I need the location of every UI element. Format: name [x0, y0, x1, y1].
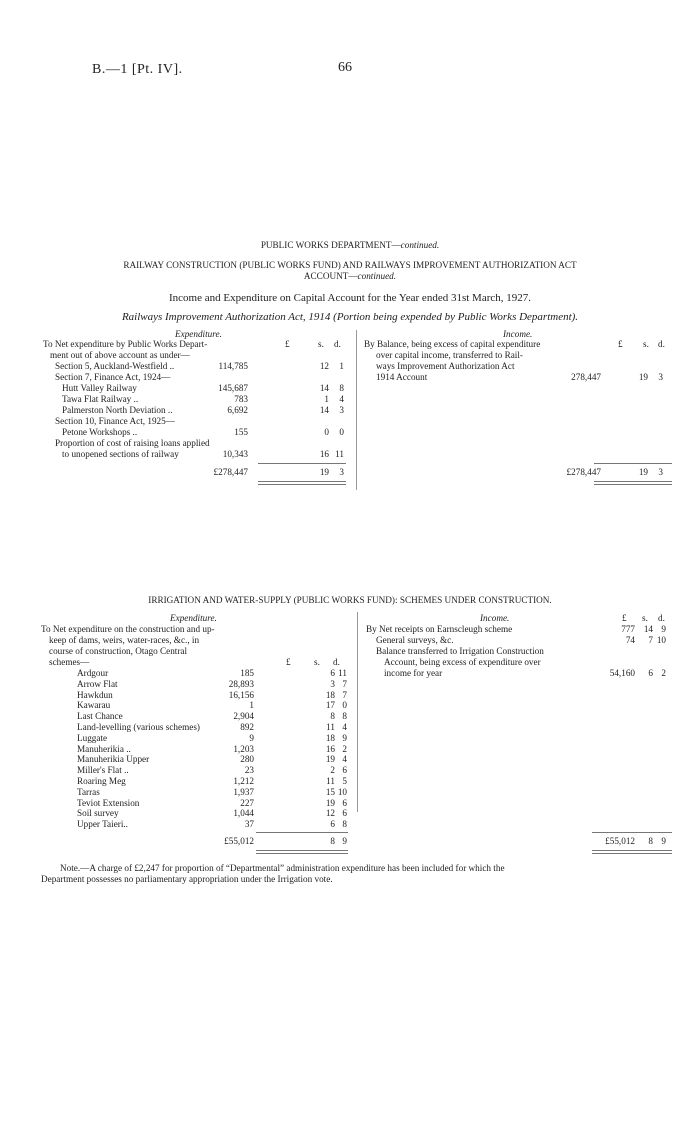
amount-shillings: 15	[325, 786, 335, 797]
income-line: General surveys, &c.	[376, 635, 454, 645]
income-line: By Balance, being excess of capital expenditure	[364, 339, 541, 349]
shillings-header: s.	[642, 613, 648, 623]
amount-pence: 0	[342, 700, 347, 711]
income-line: ways Improvement Authorization Act	[376, 361, 515, 371]
amount-pounds: 1,212	[233, 776, 254, 786]
amount-pounds: 155	[234, 427, 248, 437]
amount-pence: 4	[342, 754, 347, 765]
table-row	[0, 700, 700, 711]
pence-header: d.	[658, 613, 665, 623]
note-line1: Note.—A charge of £2,247 for proportion of “Departmental” administration expenditure has been included for which the	[60, 863, 505, 873]
amount-shillings: 12	[325, 808, 335, 819]
amount-pence: 5	[342, 776, 347, 786]
amount-pence: 6	[342, 797, 347, 808]
amount-pence: 1	[339, 361, 344, 371]
amount-pounds: 74	[625, 635, 635, 645]
double-rule	[592, 850, 672, 854]
income-heading: Income.	[503, 329, 533, 339]
amount-pence: 9	[661, 624, 666, 634]
table-row	[0, 819, 700, 830]
table-row	[0, 765, 700, 776]
amount-pounds: 9	[249, 732, 254, 743]
amount-pounds: 1	[249, 700, 254, 711]
expenditure-line: To Net expenditure on the construction and up-	[41, 624, 215, 634]
scheme-name: Soil survey	[77, 808, 119, 819]
table-row	[0, 722, 700, 733]
total-pence: 3	[658, 467, 663, 477]
amount-pence: 7	[342, 689, 347, 700]
amount-shillings: 18	[325, 689, 335, 700]
expenditure-line: Petone Workshops ..	[62, 427, 138, 437]
amount-pounds: 145,687	[218, 383, 248, 393]
total-rule	[256, 832, 348, 833]
shillings-header: s.	[643, 339, 649, 349]
amount-shillings: 19	[325, 797, 335, 808]
income-heading: Income.	[480, 613, 510, 623]
scheme-name: Upper Taieri..	[77, 819, 128, 830]
income-line: 1914 Account	[376, 372, 428, 382]
amount-shillings: 18	[325, 732, 335, 743]
amount-pence: 0	[339, 427, 344, 437]
amount-pounds: 1,203	[233, 743, 254, 754]
income-line: income for year	[384, 668, 443, 678]
pence-header: d.	[333, 657, 340, 667]
pounds-header: £	[285, 339, 290, 349]
total-rule	[592, 832, 672, 833]
amount-pence: 6	[342, 765, 347, 776]
amount-pence: 8	[342, 711, 347, 722]
amount-shillings: 14	[319, 383, 329, 393]
amount-pounds: 23	[244, 765, 254, 776]
amount-shillings: 1	[324, 394, 329, 404]
pounds-header: £	[622, 613, 627, 623]
expenditure-line: Palmerston North Deviation ..	[62, 405, 173, 415]
pounds-header: £	[286, 657, 291, 667]
account-title-line1: RAILWAY CONSTRUCTION (PUBLIC WORKS FUND) AND RAILWAYS IMPROVEMENT AUTHORIZATION ACT	[123, 260, 577, 270]
amount-pence: 11	[335, 449, 344, 459]
amount-shillings: 16	[319, 449, 329, 459]
amount-pence: 11	[338, 668, 347, 678]
amount-pounds: 2,904	[233, 711, 254, 722]
expenditure-line: ment out of above account as under—	[50, 350, 190, 360]
amount-shillings: 17	[325, 700, 335, 711]
amount-shillings: 6	[330, 819, 335, 830]
amount-pounds: 227	[240, 797, 254, 808]
amount-pence: 9	[342, 732, 347, 743]
amount-pounds: 54,160	[609, 668, 635, 678]
total-shillings: 19	[319, 467, 329, 477]
amount-shillings: 0	[324, 427, 329, 437]
total-pence: 9	[342, 836, 347, 846]
amount-pounds: 16,156	[228, 689, 254, 700]
amount-pounds: 783	[234, 394, 248, 404]
document-reference: B.—1 [Pt. IV].	[92, 62, 183, 77]
table-row	[0, 679, 700, 690]
amount-pence: 8	[342, 819, 347, 830]
table-row	[0, 776, 700, 787]
shillings-header: s.	[318, 339, 324, 349]
expenditure-heading: Expenditure.	[175, 329, 222, 339]
table-row	[0, 744, 700, 755]
table-row	[0, 754, 700, 765]
scheme-name: Manuherikia Upper	[77, 754, 150, 765]
scheme-name: Luggate	[77, 732, 108, 743]
amount-pounds: 280	[240, 754, 254, 765]
total-pounds: £55,012	[224, 836, 254, 846]
amount-pounds: 1,937	[233, 786, 254, 797]
expenditure-line: Proportion of cost of raising loans applied	[55, 438, 210, 448]
amount-pounds: 28,893	[228, 678, 254, 689]
total-shillings: 8	[330, 836, 335, 846]
amount-pence: 2	[661, 668, 666, 678]
table-row	[0, 733, 700, 744]
scheme-name: Hawkdun	[77, 689, 113, 700]
table-row	[0, 668, 700, 679]
expenditure-line: Hutt Valley Railway	[62, 383, 137, 393]
amount-pence: 6	[342, 808, 347, 819]
shillings-header: s.	[314, 657, 320, 667]
amount-pence: 3	[339, 405, 344, 415]
amount-pounds: 37	[244, 819, 254, 830]
account-subtitle: Income and Expenditure on Capital Account for the Year ended 31st March, 1927.	[169, 292, 531, 304]
amount-shillings: 11	[326, 722, 335, 732]
amount-pence: 2	[342, 743, 347, 754]
income-line: By Net receipts on Earnscleugh scheme	[366, 624, 513, 634]
amount-shillings: 11	[326, 776, 335, 786]
amount-pounds: 278,447	[571, 372, 601, 382]
scheme-name: Tarras	[77, 786, 100, 797]
amount-shillings: 19	[325, 754, 335, 765]
scheme-name: Roaring Meg	[77, 776, 126, 786]
department-heading: PUBLIC WORKS DEPARTMENT—continued.	[260, 240, 440, 250]
expenditure-line: to unopened sections of railway	[62, 449, 179, 459]
amount-pounds: 114,785	[218, 361, 248, 371]
amount-pence: 8	[339, 383, 344, 393]
table-row	[0, 808, 700, 819]
amount-pence: 10	[337, 786, 347, 797]
double-rule	[256, 850, 348, 854]
amount-pounds: 1,044	[233, 808, 254, 819]
amount-pence: 3	[658, 372, 663, 382]
amount-pounds: 777	[621, 624, 635, 634]
total-shillings: 19	[638, 467, 648, 477]
table-row	[0, 798, 700, 809]
total-pounds: £278,447	[566, 467, 601, 477]
table-row	[0, 690, 700, 701]
total-pence: 9	[661, 836, 666, 846]
total-pounds: £278,447	[213, 467, 248, 477]
amount-pounds: 892	[240, 722, 254, 732]
amount-shillings: 6	[648, 668, 653, 678]
scheme-name: Kawarau	[77, 700, 111, 711]
account-title-line2: ACCOUNT—continued.	[303, 271, 397, 281]
amount-pence: 4	[342, 722, 347, 732]
table-row	[0, 711, 700, 722]
amount-pounds: 10,343	[222, 449, 248, 459]
pounds-header: £	[618, 339, 623, 349]
expenditure-line: Section 7, Finance Act, 1924—	[55, 372, 171, 382]
pence-header: d.	[334, 339, 341, 349]
act-heading: Railways Improvement Authorization Act, 1914 (Portion being expended by Public Works Department).	[121, 311, 579, 323]
expenditure-line: To Net expenditure by Public Works Depart-	[43, 339, 208, 349]
expenditure-line: schemes—	[49, 657, 90, 667]
income-line: Balance transferred to Irrigation Construction	[376, 646, 544, 656]
amount-shillings: 14	[643, 624, 653, 634]
expenditure-line: Section 5, Auckland-Westfield ..	[55, 361, 175, 371]
amount-shillings: 19	[638, 372, 648, 382]
income-line: Account, being excess of expenditure over	[384, 657, 541, 667]
expenditure-line: Tawa Flat Railway ..	[62, 394, 139, 404]
amount-shillings: 6	[330, 668, 335, 678]
amount-pence: 7	[342, 678, 347, 689]
table-row	[0, 787, 700, 798]
scheme-name: Arrow Flat	[77, 678, 118, 689]
irrigation-title: IRRIGATION AND WATER-SUPPLY (PUBLIC WORKS FUND): SCHEMES UNDER CONSTRUCTION.	[148, 595, 552, 605]
scheme-name: Last Chance	[77, 711, 123, 722]
amount-pounds: 6,692	[227, 405, 248, 415]
amount-shillings: 16	[325, 743, 335, 754]
expenditure-line: Section 10, Finance Act, 1925—	[55, 416, 175, 426]
amount-shillings: 7	[648, 635, 653, 645]
expenditure-line: course of construction, Otago Central	[49, 646, 188, 656]
amount-pounds: 185	[240, 668, 254, 678]
expenditure-line: keep of dams, weirs, water-races, &c., in	[49, 635, 200, 645]
scheme-name: Teviot Extension	[77, 797, 140, 808]
scheme-name: Miller's Flat ..	[77, 765, 129, 776]
amount-pence: 4	[339, 394, 344, 404]
scheme-name: Ardgour	[77, 668, 109, 678]
amount-shillings: 8	[330, 711, 335, 722]
note-line2: Department possesses no parliamentary appropriation under the Irrigation vote.	[41, 874, 333, 884]
amount-shillings: 14	[319, 405, 329, 415]
scheme-name: Manuherikia ..	[77, 743, 131, 754]
expenditure-heading: Expenditure.	[170, 613, 217, 623]
total-pence: 3	[339, 467, 344, 477]
income-line: over capital income, transferred to Rail-	[376, 350, 523, 360]
amount-shillings: 12	[319, 361, 329, 371]
page-number: 66	[338, 60, 352, 75]
pence-header: d.	[658, 339, 665, 349]
amount-pence: 10	[656, 635, 666, 645]
total-pounds: £55,012	[605, 836, 635, 846]
amount-shillings: 2	[330, 765, 335, 776]
amount-shillings: 3	[330, 678, 335, 689]
total-shillings: 8	[648, 836, 653, 846]
scheme-name: Land-levelling (various schemes)	[77, 722, 200, 732]
